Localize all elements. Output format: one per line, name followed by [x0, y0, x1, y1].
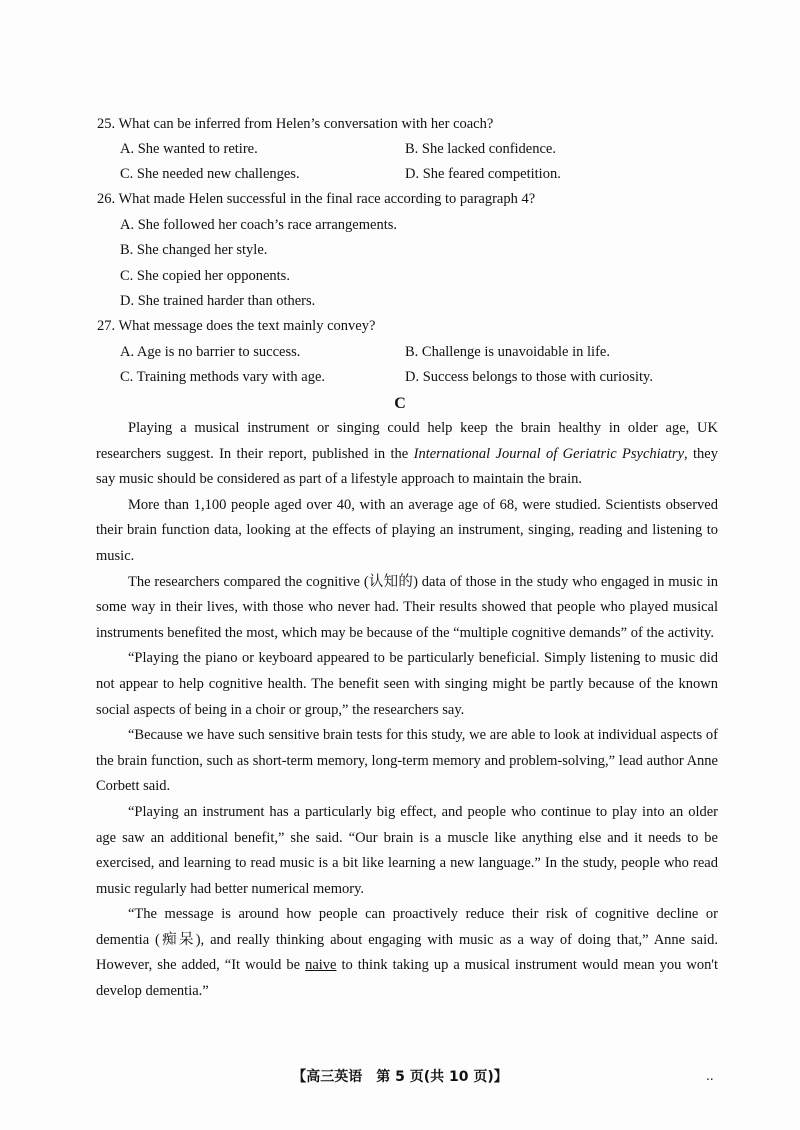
question-26-option-c: C. She copied her opponents. [120, 268, 290, 284]
paragraph-7-text-a: “The message is around how people can proactively reduce their risk of cognitive decline or dementia (痴呆), and really thinking about engaging with music as a way of doing that,” Anne said. However, she added, “It would be [96, 906, 718, 974]
page-footer: 【高三英语 第 5 页(共 10 页)】 [292, 1069, 508, 1085]
question-25-option-a: A. She wanted to retire. [120, 141, 258, 157]
paragraph-7-text-b: to think taking up a musical instrument would mean you won't develop dementia.” [96, 957, 718, 1000]
paragraph-1-text-a: Playing a musical instrument or singing could help keep the brain healthy in older age, UK researchers suggest. In their report, published in the [96, 420, 718, 462]
question-26-option-d: D. She trained harder than others. [120, 293, 316, 309]
question-27-option-a: A. Age is no barrier to success. [120, 344, 301, 360]
passage-label: C [394, 395, 406, 412]
question-26-stem: 26. What made Helen successful in the final race according to paragraph 4? [97, 191, 536, 207]
passage-body [96, 416, 718, 1005]
passage-paragraph-6: “Playing an instrument has a particularly big effect, and people who continue to play into an older age saw an additional benefit,” she said. “Our brain is a muscle like anything else and it needs to be exercised, and learning to read music is a bit like learning a new language.” In the study, people who read music regularly had better numerical memory. [96, 803, 718, 897]
passage-paragraph-4: “Playing the piano or keyboard appeared to be particularly beneficial. Simply listening to music did not appear to help cognitive health. The benefit seen with singing might be partly because of the known social aspects of being in a choir or group,” the researchers say. [96, 650, 718, 718]
passage-paragraph-3: The researchers compared the cognitive (认知的) data of those in the study who engaged in music in some way in their lives, with those who never had. Their results showed that people who played musical instruments benefited the most, which may be because of the “multiple cognitive demands” of the activity. [96, 573, 718, 641]
passage-paragraph-5: “Because we have such sensitive brain tests for this study, we are able to look at individual aspects of the brain function, such as short-term memory, long-term memory and problem-solving,” lead author Anne Corbett said. [96, 727, 718, 795]
passage-paragraph-1 [96, 416, 718, 493]
journal-title: International Journal of Geriatric Psychiatry [413, 445, 685, 462]
question-25-option-b: B. She lacked confidence. [405, 141, 556, 157]
footer-mark: .. [706, 1069, 714, 1083]
question-25-stem: 25. What can be inferred from Helen’s conversation with her coach? [97, 116, 494, 132]
passage-paragraph-7 [96, 902, 718, 1004]
paragraph-1-text-b: , they say music should be considered as part of a lifestyle approach to maintain the brain. [96, 445, 718, 488]
question-25-option-c: C. She needed new challenges. [120, 166, 300, 182]
underlined-word: naive [305, 957, 337, 974]
passage-paragraph-2: More than 1,100 people aged over 40, with an average age of 68, were studied. Scientists observed their brain function data, looking at the effects of playing an instrument, singing, reading and listening to music. [96, 496, 718, 564]
question-26-option-b: B. She changed her style. [120, 242, 268, 258]
question-26-option-a: A. She followed her coach’s race arrangements. [120, 217, 397, 233]
question-25-option-d: D. She feared competition. [405, 166, 561, 182]
question-27-option-c: C. Training methods vary with age. [120, 369, 326, 385]
question-27-option-b: B. Challenge is unavoidable in life. [405, 344, 610, 360]
question-27-stem: 27. What message does the text mainly convey? [97, 318, 376, 334]
question-27-option-d: D. Success belongs to those with curiosity. [405, 369, 653, 385]
